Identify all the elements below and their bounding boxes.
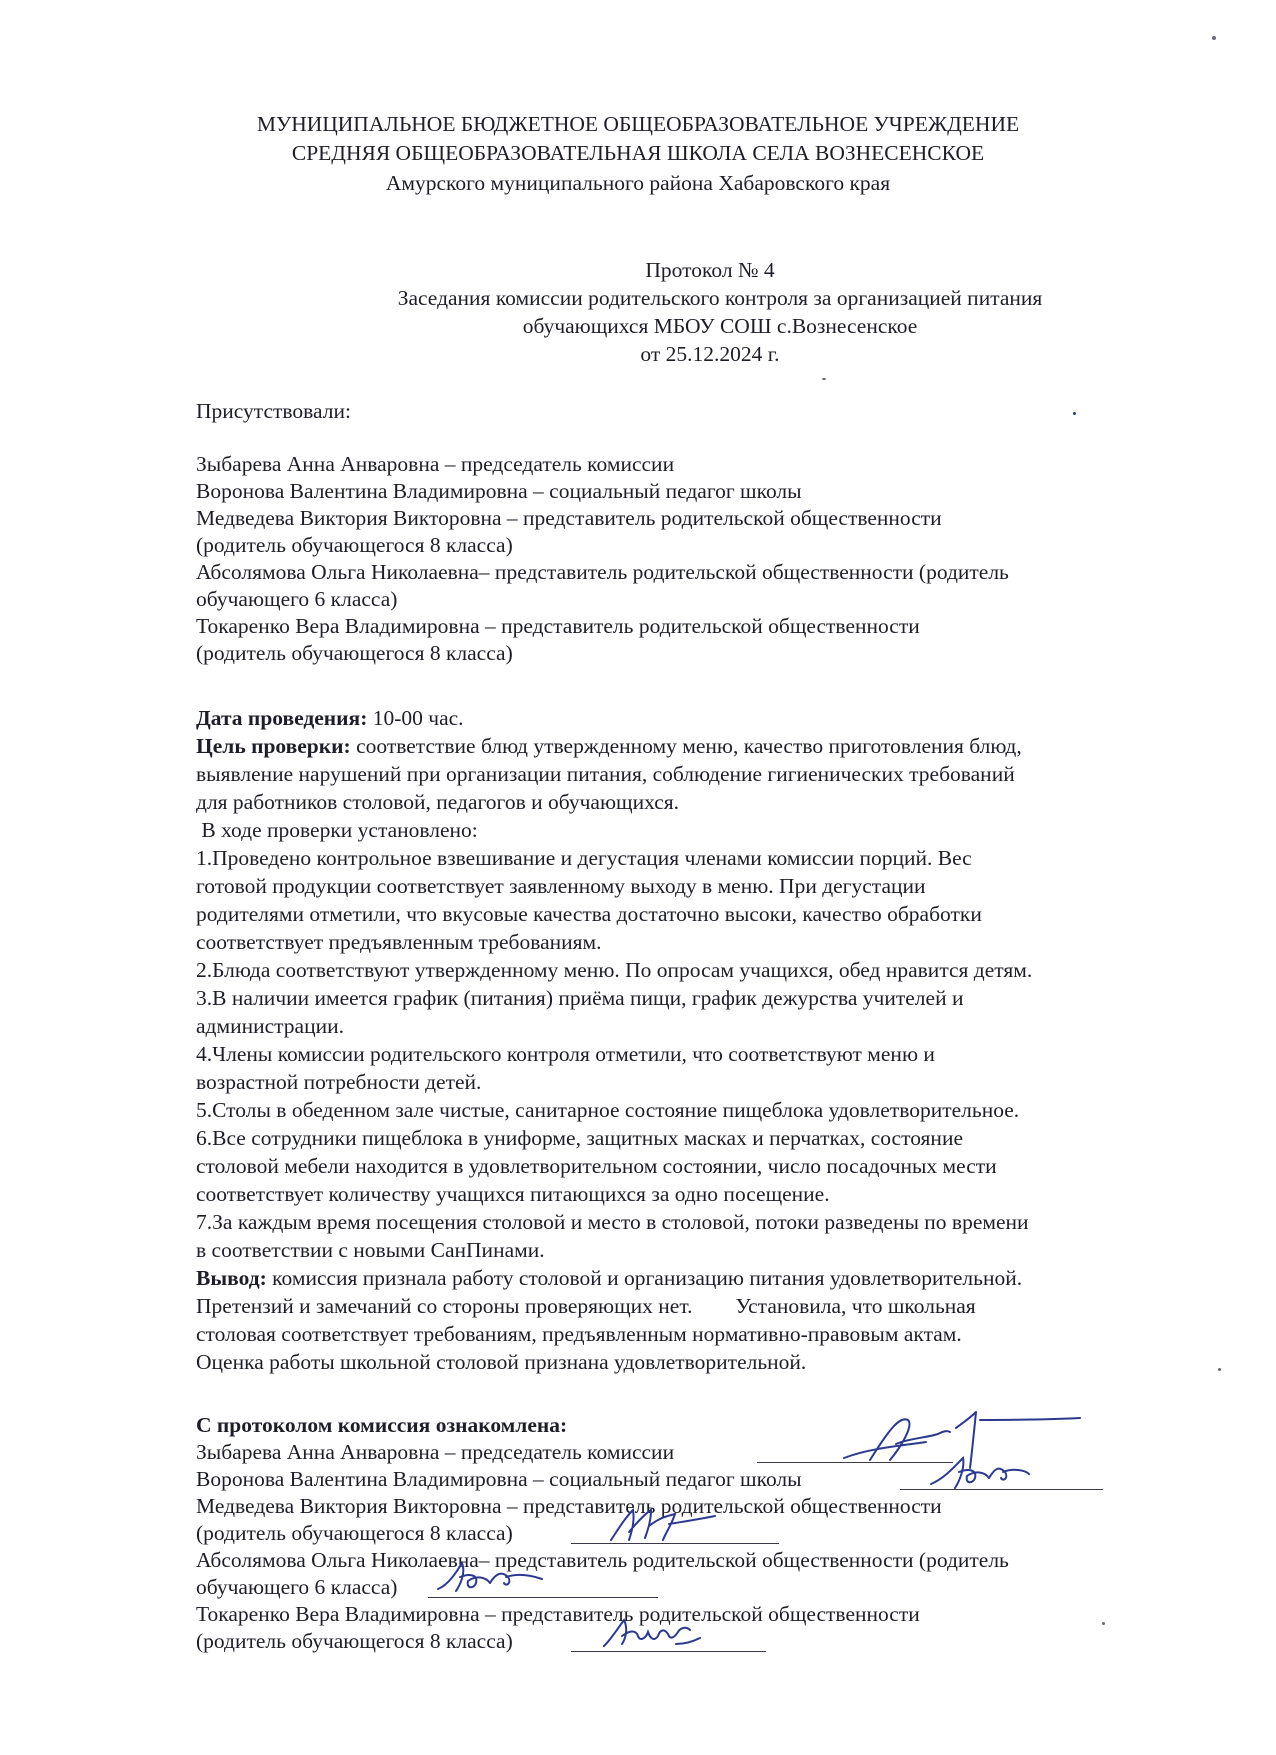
scan-speck bbox=[1102, 1622, 1105, 1625]
date-value: 10-00 час. bbox=[367, 706, 464, 730]
finding-line: 1.Проведено контрольное взвешивание и дегустация членами комиссии порций. Вес bbox=[196, 846, 972, 870]
finding-line: возрастной потребности детей. bbox=[196, 1070, 482, 1094]
attendance-line: Воронова Валентина Владимировна – социальный педагог школы bbox=[196, 479, 802, 503]
protocol-title-line-2: обучающихся МБОУ СОШ с.Вознесенское bbox=[522, 314, 918, 338]
signature-4-image bbox=[430, 1555, 550, 1599]
school-header-line-3: Амурского муниципального района Хабаровского края bbox=[385, 171, 891, 195]
finding-line: 4.Члены комиссии родительского контроля отметили, что соответствуют меню и bbox=[196, 1042, 935, 1066]
finding-line: 6.Все сотрудники пищеблока в униформе, защитных масках и перчатках, состояние bbox=[196, 1126, 963, 1150]
school-header-line-1: МУНИЦИПАЛЬНОЕ БЮДЖЕТНОЕ ОБЩЕОБРАЗОВАТЕЛЬНОЕ УЧРЕЖДЕНИЕ bbox=[256, 112, 1020, 136]
signature-5-image bbox=[600, 1608, 704, 1654]
signature-line-text: Медведева Виктория Викторовна – представитель родительской общественности bbox=[196, 1494, 942, 1518]
finding-line: родителями отметили, что вкусовые качества достаточно высоки, качество обработки bbox=[196, 902, 982, 926]
scan-speck bbox=[822, 378, 826, 380]
scan-speck bbox=[1073, 412, 1076, 415]
conclusion-value: комиссия признала работу столовой и организацию питания удовлетворительной. bbox=[266, 1266, 1023, 1290]
protocol-title-line-1: Заседания комиссии родительского контроля за организацией питания bbox=[397, 286, 1043, 310]
finding-line: 2.Блюда соответствуют утвержденному меню. По опросам учащихся, обед нравится детям. bbox=[196, 958, 1033, 982]
goal-continuation: выявление нарушений при организации питания, соблюдение гигиенических требований bbox=[196, 762, 1015, 786]
goal-value: соответствие блюд утвержденному меню, качество приготовления блюд, bbox=[350, 734, 1022, 758]
attendance-heading: Присутствовали: bbox=[196, 399, 351, 423]
attendance-line: (родитель обучающегося 8 класса) bbox=[196, 641, 513, 665]
conclusion-continuation: столовая соответствует требованиям, предъявленным нормативно-правовым актам. bbox=[196, 1322, 962, 1346]
attendance-line: (родитель обучающегося 8 класса) bbox=[196, 533, 513, 557]
signature-line-text: Токаренко Вера Владимировна – представитель родительской общественности bbox=[196, 1602, 920, 1626]
signature-line-text: Зыбарева Анна Анваровна – председатель комиссии bbox=[196, 1440, 675, 1464]
scan-speck bbox=[1218, 1368, 1221, 1371]
attendance-line: Абсолямова Ольга Николаевна– представитель родительской общественности (родитель bbox=[196, 560, 1009, 584]
date-label: Дата проведения: bbox=[196, 706, 368, 730]
attendance-line: обучающего 6 класса) bbox=[196, 587, 398, 611]
goal-continuation: для работников столовой, педагогов и обучающихся. bbox=[196, 790, 680, 814]
findings-heading: В ходе проверки установлено: bbox=[196, 818, 478, 842]
signatures-heading bbox=[196, 1412, 567, 1439]
goal-line bbox=[196, 733, 1022, 760]
finding-line: соответствует количеству учащихся питающихся за одно посещение. bbox=[196, 1182, 830, 1206]
signatures-heading-text: С протоколом комиссия ознакомлена: bbox=[196, 1413, 568, 1437]
protocol-number: Протокол № 4 bbox=[645, 258, 775, 282]
attendance-line: Медведева Виктория Викторовна – представитель родительской общественности bbox=[196, 506, 942, 530]
conclusion-continuation: Оценка работы школьной столовой признана удовлетворительной. bbox=[196, 1350, 807, 1374]
goal-label: Цель проверки: bbox=[196, 734, 351, 758]
conclusion-line bbox=[196, 1265, 1022, 1292]
attendance-line: Зыбарева Анна Анваровна – председатель комиссии bbox=[196, 452, 675, 476]
signature-3-image bbox=[605, 1500, 723, 1548]
signature-2-image bbox=[925, 1448, 1035, 1494]
signature-line-text: обучающего 6 класса) bbox=[196, 1575, 398, 1599]
finding-line: администрации. bbox=[196, 1014, 344, 1038]
conclusion-continuation: Претензий и замечаний со стороны проверяющих нет. Установила, что школьная bbox=[196, 1294, 976, 1318]
signature-line-text: Воронова Валентина Владимировна – социальный педагог школы bbox=[196, 1467, 802, 1491]
finding-line: соответствует предъявленным требованиям. bbox=[196, 930, 602, 954]
date-line bbox=[196, 705, 464, 732]
protocol-date: от 25.12.2024 г. bbox=[640, 342, 780, 366]
signature-line-text: (родитель обучающегося 8 класса) bbox=[196, 1521, 513, 1545]
scan-speck bbox=[1212, 36, 1216, 40]
conclusion-label: Вывод: bbox=[196, 1266, 267, 1290]
finding-line: 3.В наличии имеется график (питания) приёма пищи, график дежурства учителей и bbox=[196, 986, 964, 1010]
finding-line: в соответствии с новыми СанПинами. bbox=[196, 1238, 545, 1262]
signature-line-text: Абсолямова Ольга Николаевна– представитель родительской общественности (родитель bbox=[196, 1548, 1009, 1572]
finding-line: 7.За каждым время посещения столовой и место в столовой, потоки разведены по времени bbox=[196, 1210, 1029, 1234]
finding-line: 5.Столы в обеденном зале чистые, санитарное состояние пищеблока удовлетворительное. bbox=[196, 1098, 1020, 1122]
finding-line: столовой мебели находится в удовлетворительном состоянии, число посадочных мести bbox=[196, 1154, 997, 1178]
signature-line-text: (родитель обучающегося 8 класса) bbox=[196, 1629, 513, 1653]
finding-line: готовой продукции соответствует заявленному выходу в меню. При дегустации bbox=[196, 874, 926, 898]
attendance-line: Токаренко Вера Владимировна – представитель родительской общественности bbox=[196, 614, 920, 638]
school-header-line-2: СРЕДНЯЯ ОБЩЕОБРАЗОВАТЕЛЬНАЯ ШКОЛА СЕЛА ВОЗНЕСЕНСКОЕ bbox=[291, 141, 985, 165]
